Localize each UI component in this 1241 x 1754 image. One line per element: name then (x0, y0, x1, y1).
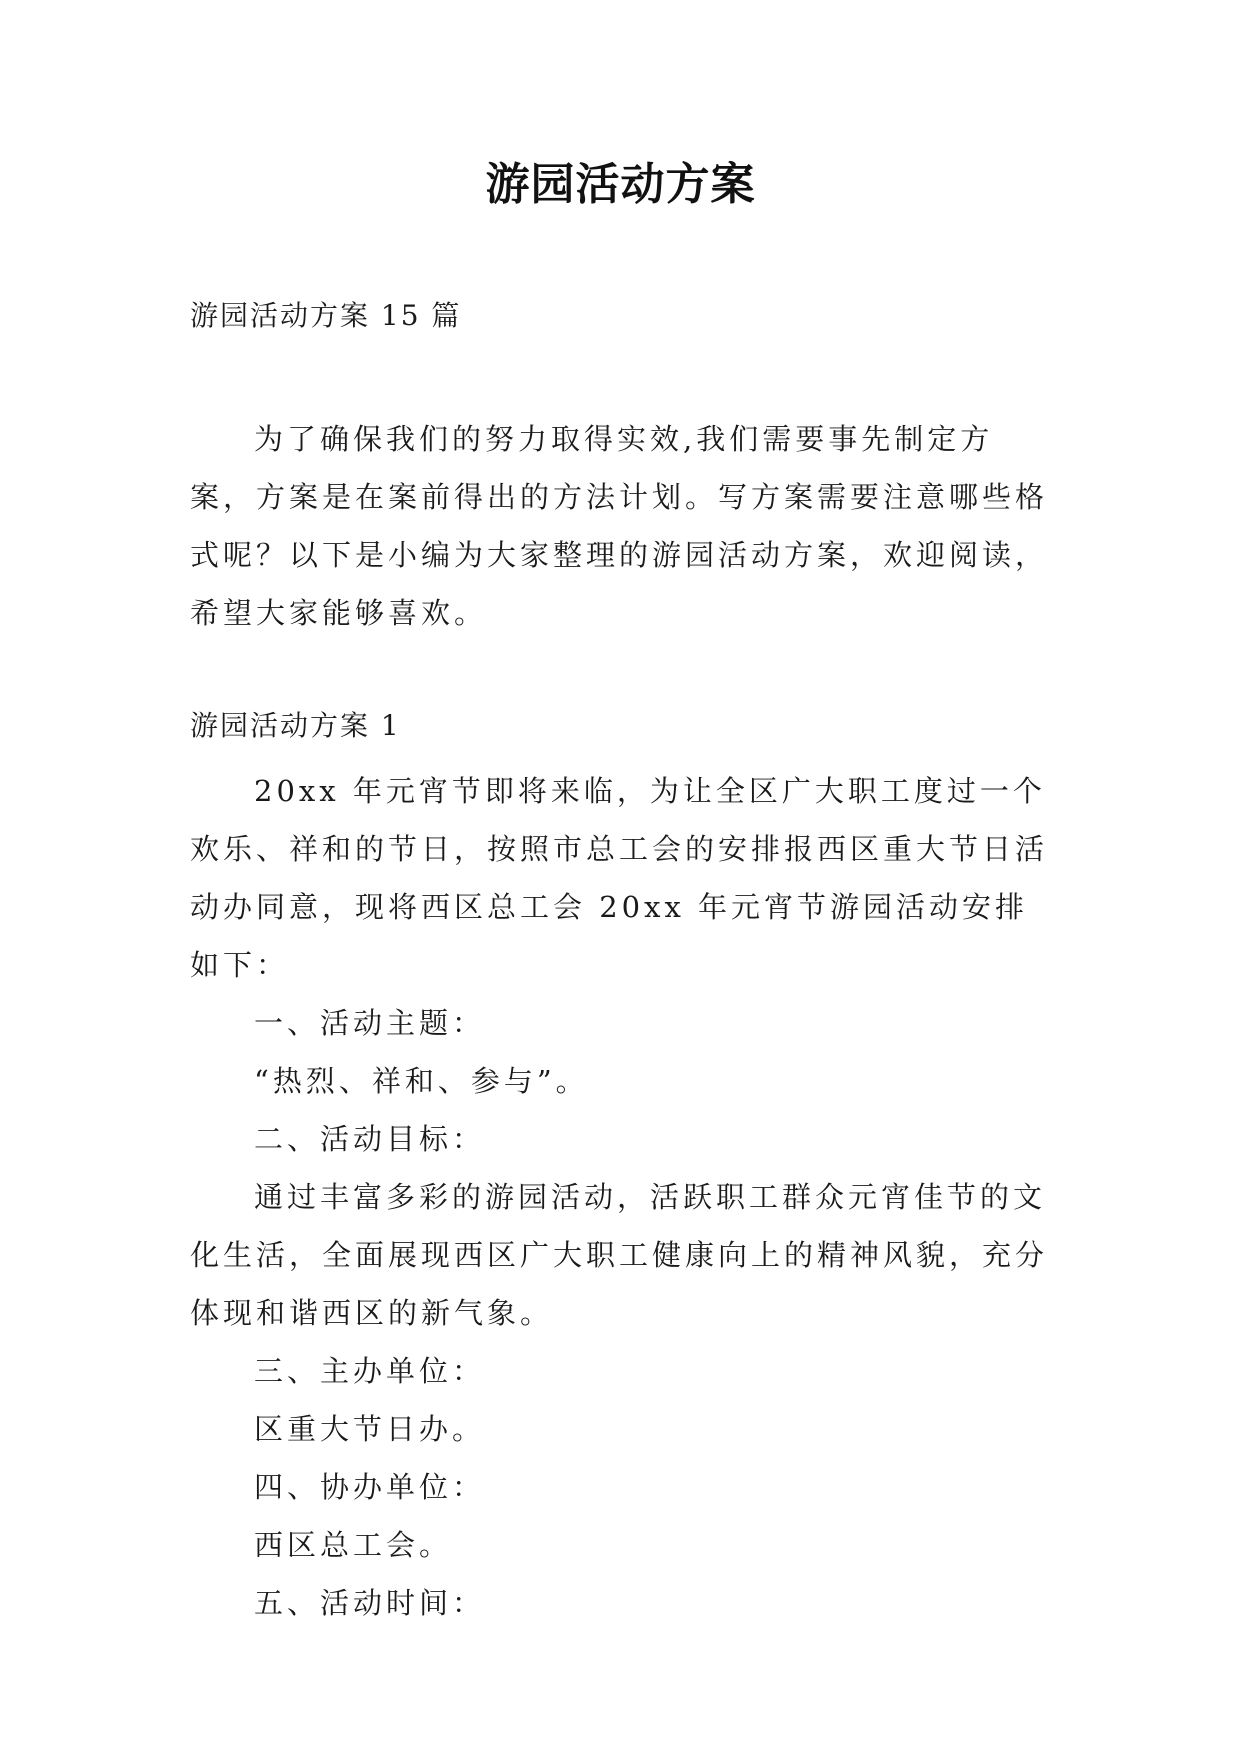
paragraph: 三、主办单位： (254, 1354, 486, 1388)
section-heading: 游园活动方案 1 (190, 709, 401, 742)
intro-paragraph: 为了确保我们的努力取得实效,我们需要事先制定方案，方案是在案前得出的方法计划。写方案需要注意哪些格式呢？以下是小编为大家整理的游园活动方案，欢迎阅读，希望大家能够喜欢。 (190, 422, 1049, 630)
paragraph: 通过丰富多彩的游园活动，活跃职工群众元宵佳节的文化生活，全面展现西区广大职工健康向上的精神风貌，充分体现和谐西区的新气象。 (190, 1180, 1049, 1330)
paragraph: “热烈、祥和、参与”。 (254, 1064, 589, 1098)
paragraph: 区重大节日办。 (254, 1412, 486, 1446)
paragraph: 西区总工会。 (254, 1528, 453, 1562)
document-subtitle: 游园活动方案 15 篇 (190, 299, 462, 332)
paragraph: 四、协办单位： (254, 1470, 486, 1504)
paragraph: 一、活动主题： (254, 1006, 486, 1040)
paragraph: 二、活动目标： (254, 1122, 486, 1156)
paragraph: 五、活动时间： (254, 1586, 486, 1620)
document-title: 游园活动方案 (485, 159, 756, 210)
section-body (190, 762, 1060, 1632)
paragraph: 20xx 年元宵节即将来临，为让全区广大职工度过一个欢乐、祥和的节日，按照市总工会的安排报西区重大节日活动办同意，现将西区总工会 20xx 年元宵节游园活动安排如下： (190, 774, 1049, 982)
